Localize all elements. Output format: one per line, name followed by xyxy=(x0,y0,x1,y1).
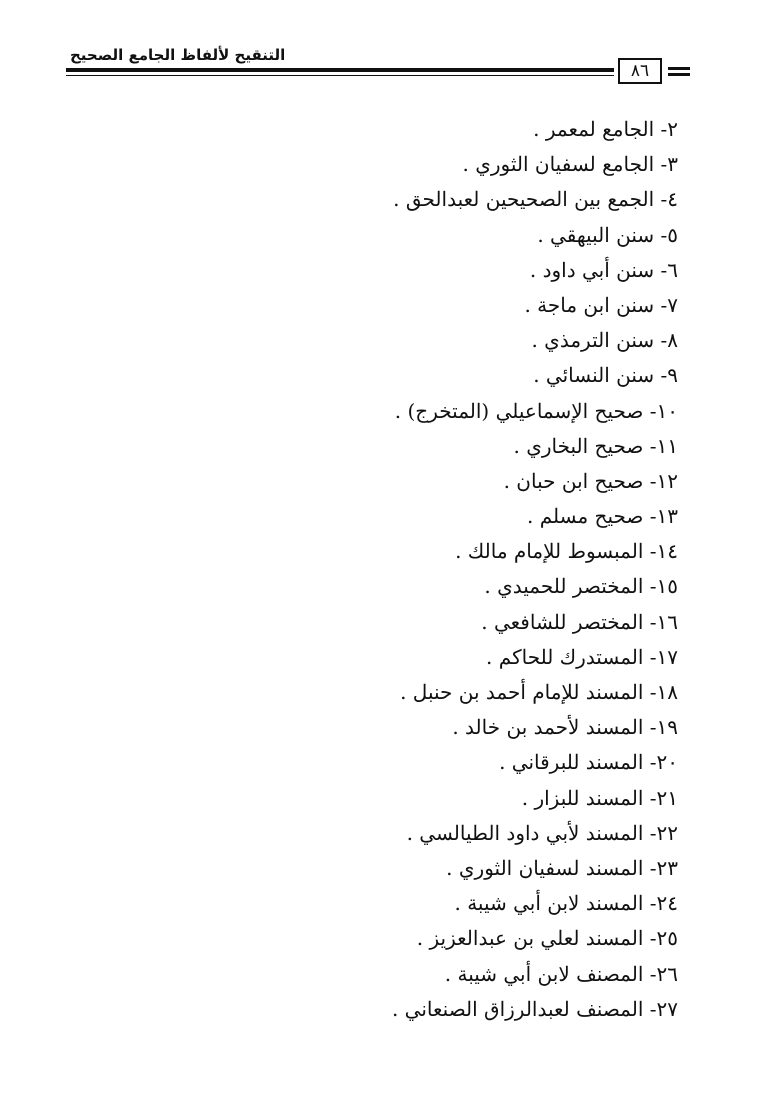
header-rule-thick xyxy=(66,68,614,72)
header-rule-thin xyxy=(66,75,614,76)
list-item: ١٢- صحيح ابن حبان . xyxy=(503,468,678,493)
page-number: ٨٦ xyxy=(618,58,662,84)
list-item: ٢٠- المسند للبرقاني . xyxy=(499,750,678,775)
list-item: ٢- الجامع لمعمر . xyxy=(533,117,678,141)
list-item: ١٠- صحيح الإسماعيلي (المتخرج) . xyxy=(394,398,678,423)
list-item: ٢٣- المسند لسفيان الثوري . xyxy=(446,855,678,880)
running-title: التنقيح لألفاظ الجامع الصحيح xyxy=(70,46,286,64)
list-item: ١٤- المبسوط للإمام مالك . xyxy=(455,539,678,564)
list-item: ١٩- المسند لأحمد بن خالد . xyxy=(452,715,678,740)
list-item: ٨- سنن الترمذي . xyxy=(531,328,678,353)
references-list xyxy=(118,112,678,1027)
list-item: ٢٧- المصنف لعبدالرزاق الصنعاني . xyxy=(391,996,678,1021)
list-item: ١٣- صحيح مسلم . xyxy=(527,504,678,529)
list-item: ٩- سنن النسائي . xyxy=(533,363,678,388)
list-item: ٢٦- المصنف لابن أبي شيبة . xyxy=(444,961,678,986)
header-rule-right-upper xyxy=(668,67,690,70)
list-item: ١١- صحيح البخاري . xyxy=(513,433,678,458)
list-item: ٥- سنن البيهقي . xyxy=(537,222,678,247)
list-item: ١٦- المختصر للشافعي . xyxy=(481,609,678,634)
page-header xyxy=(66,40,690,90)
list-item: ١٨- المسند للإمام أحمد بن حنبل . xyxy=(400,680,678,704)
list-item: ٢٤- المسند لابن أبي شيبة . xyxy=(454,891,678,916)
list-item: ٣- الجامع لسفيان الثوري . xyxy=(462,152,678,177)
list-item: ٦- سنن أبي داود . xyxy=(529,257,678,282)
header-rule-right-lower xyxy=(668,73,690,76)
list-item: ٢٥- المسند لعلي بن عبدالعزيز . xyxy=(416,926,678,951)
list-item: ٢١- المسند للبزار . xyxy=(521,785,678,810)
list-item: ٤- الجمع بين الصحيحين لعبدالحق . xyxy=(393,187,678,212)
list-item: ١٥- المختصر للحميدي . xyxy=(484,574,678,599)
list-item: ١٧- المستدرك للحاكم . xyxy=(486,644,678,669)
list-item: ٢٢- المسند لأبي داود الطيالسي . xyxy=(406,820,678,845)
list-item: ٧- سنن ابن ماجة . xyxy=(524,292,678,317)
